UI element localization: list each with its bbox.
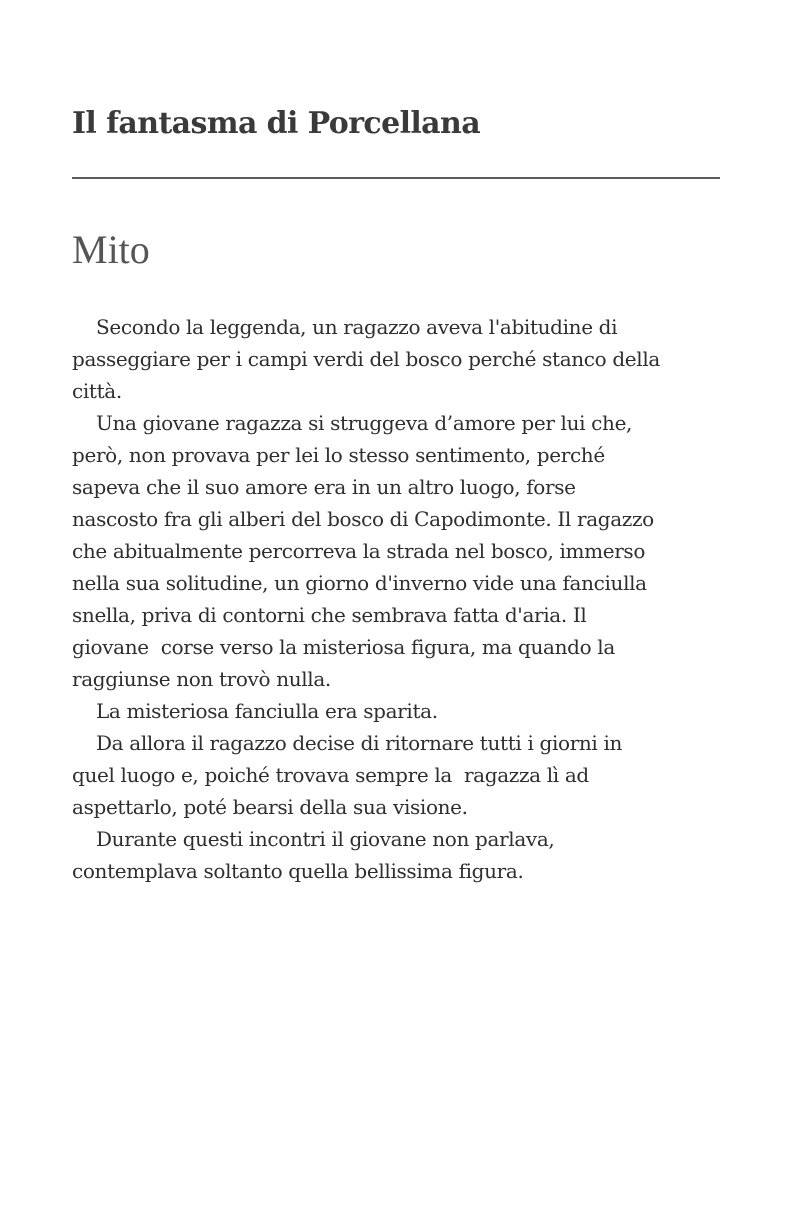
text-line: passeggiare per i campi verdi del bosco perché stanco della	[72, 347, 660, 371]
text-line: sapeva che il suo amore era in un altro luogo, forse	[72, 475, 576, 499]
title-divider	[72, 177, 720, 179]
text-line: Durante questi incontri il giovane non parlava,	[96, 827, 555, 851]
text-line: città.	[72, 379, 122, 403]
text-line: quel luogo e, poiché trovava sempre la ragazza lì ad	[72, 763, 589, 787]
section-heading: Mito	[72, 227, 150, 272]
body-text	[72, 311, 732, 887]
text-line: La misteriosa fanciulla era sparita.	[96, 699, 438, 723]
text-line: contemplava soltanto quella bellissima figura.	[72, 859, 524, 883]
text-line: nella sua solitudine, un giorno d'inverno vide una fanciulla	[72, 571, 647, 595]
text-line: Una giovane ragazza si struggeva d’amore per lui che,	[96, 411, 633, 435]
text-line: snella, priva di contorni che sembrava fatta d'aria. Il	[72, 603, 587, 627]
text-line: Secondo la leggenda, un ragazzo aveva l'abitudine di	[96, 315, 618, 339]
document-title: Il fantasma di Porcellana	[72, 106, 481, 141]
text-line: nascosto fra gli alberi del bosco di Capodimonte. Il ragazzo	[72, 507, 654, 531]
text-line: giovane corse verso la misteriosa figura, ma quando la	[72, 635, 615, 659]
text-line: raggiunse non trovò nulla.	[72, 667, 331, 691]
text-line: aspettarlo, poté bearsi della sua visione.	[72, 795, 468, 819]
text-line: Da allora il ragazzo decise di ritornare tutti i giorni in	[96, 731, 623, 755]
text-line: che abitualmente percorreva la strada nel bosco, immerso	[72, 539, 646, 563]
text-line: però, non provava per lei lo stesso sentimento, perché	[72, 443, 605, 467]
